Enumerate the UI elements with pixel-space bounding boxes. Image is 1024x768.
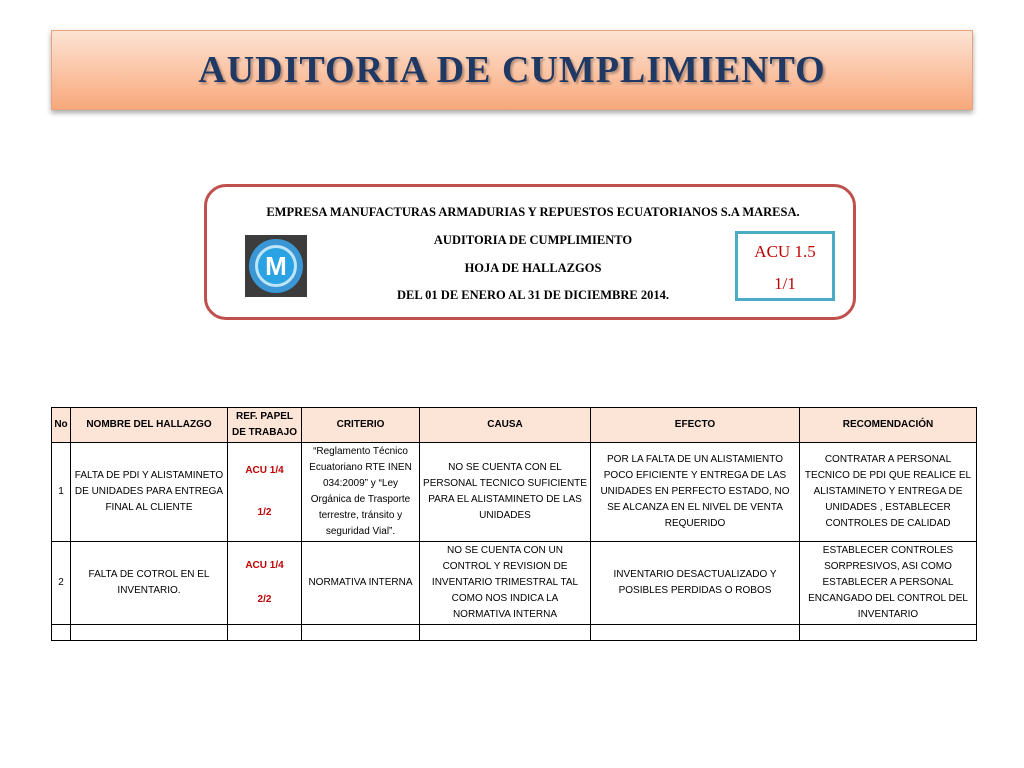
cell-recomendacion: ESTABLECER CONTROLES SORPRESIVOS, ASI COMO ESTABLECER A PERSONAL ENCANGADO DEL CONTROL DEL INVENTARIO — [800, 542, 977, 625]
table-header-row — [52, 408, 977, 443]
cell-no: 1 — [52, 443, 71, 542]
table-row — [52, 542, 977, 625]
header-ref: REF. PAPEL DE TRABAJO — [228, 408, 302, 443]
header-efecto: EFECTO — [591, 408, 800, 443]
cell-causa: NO SE CUENTA CON UN CONTROL Y REVISION DE INVENTARIO TRIMESTRAL TAL COMO NOS INDICA LA NORMATIVA INTERNA — [420, 542, 591, 625]
cell-ref-page: 2/2 — [257, 594, 272, 605]
cell-nombre: FALTA DE COTROL EN EL INVENTARIO. — [71, 542, 228, 625]
header-no: No — [52, 408, 71, 443]
cell-ref — [228, 443, 302, 542]
reference-box — [735, 231, 835, 301]
audit-type: AUDITORIA DE CUMPLIMIENTO — [433, 233, 633, 247]
reference-code: ACU 1.5 — [754, 242, 816, 261]
cell-no: 2 — [52, 542, 71, 625]
findings-table — [51, 407, 977, 641]
cell-ref-code: ACU 1/4 — [245, 560, 284, 571]
title-banner — [51, 30, 973, 110]
table-row — [52, 443, 977, 542]
header-recomendacion: RECOMENDACIÓN — [800, 408, 977, 443]
cell-criterio: “Reglamento Técnico Ecuatoriano RTE INEN 034:2009” y “Ley Orgánica de Trasporte terrestre, tránsito y seguridad Vial”. — [302, 443, 420, 542]
audit-header-box — [204, 184, 856, 320]
cell-criterio: NORMATIVA INTERNA — [302, 542, 420, 625]
page-title: AUDITORIA DE CUMPLIMIENTO — [198, 49, 826, 91]
header-nombre: NOMBRE DEL HALLAZGO — [71, 408, 228, 443]
company-name: EMPRESA MANUFACTURAS ARMADURIAS Y REPUESTOS ECUATORIANOS S.A MARESA. — [266, 205, 800, 219]
cell-recomendacion: CONTRATAR A PERSONAL TECNICO DE PDI QUE REALICE EL ALISTAMINETO Y ENTREGA DE UNIDADES , ESTABLECER CONTROLES DE CALIDAD — [800, 443, 977, 542]
header-criterio: CRITERIO — [302, 408, 420, 443]
cell-efecto: POR LA FALTA DE UN ALISTAMIENTO POCO EFICIENTE Y ENTREGA DE LAS UNIDADES EN PERFECTO ESTADO, NO SE ALCANZA EN EL NIVEL DE VENTA REQUERIDO — [591, 443, 800, 542]
cell-ref-code: ACU 1/4 — [245, 465, 284, 476]
cell-efecto: INVENTARIO DESACTUALIZADO Y POSIBLES PERDIDAS O ROBOS — [591, 542, 800, 625]
header-causa: CAUSA — [420, 408, 591, 443]
cell-causa: NO SE CUENTA CON EL PERSONAL TECNICO SUFICIENTE PARA EL ALISTAMINETO DE LAS UNIDADES — [420, 443, 591, 542]
audit-period: DEL 01 DE ENERO AL 31 DE DICIEMBRE 2014. — [397, 288, 669, 302]
sheet-name: HOJA DE HALLAZGOS — [464, 261, 602, 275]
cell-ref — [228, 542, 302, 625]
reference-page: 1/1 — [774, 274, 796, 293]
cell-nombre: FALTA DE PDI Y ALISTAMINETO DE UNIDADES PARA ENTREGA FINAL AL CLIENTE — [71, 443, 228, 542]
table-row-empty — [52, 625, 977, 641]
logo-letter: M — [255, 245, 297, 287]
cell-ref-page: 1/2 — [257, 507, 272, 518]
